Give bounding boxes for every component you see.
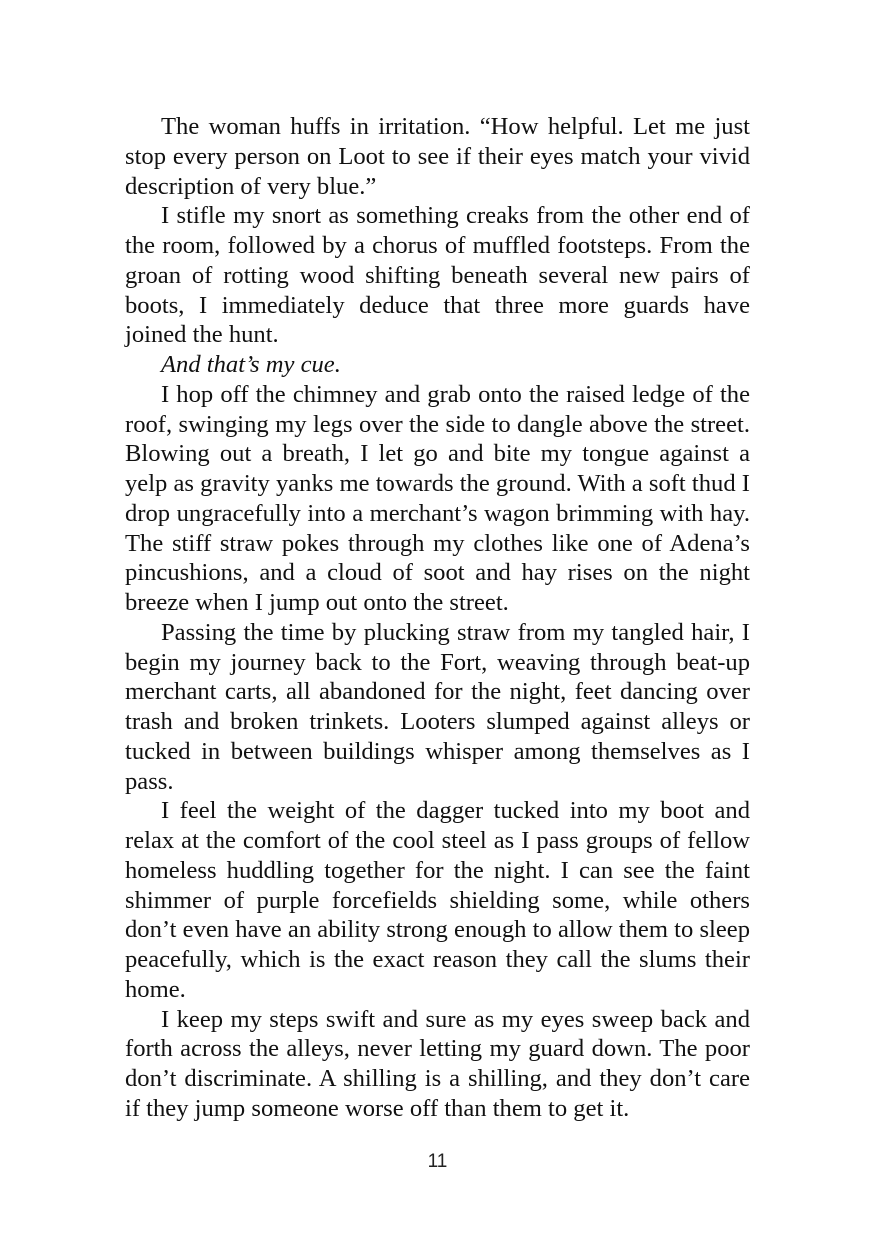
paragraph: The woman huffs in irritation. “How helpful. Let me just stop every person on Loot to see if their eyes match your vivid description of very blue.” bbox=[125, 113, 750, 200]
paragraph: Passing the time by plucking straw from my tangled hair, I begin my journey back to the Fort, weaving through beat-up merchant carts, all abandoned for the night, feet dancing over trash and broken trinkets. Looters slumped against alleys or tucked in between buildings whisper among themselves as I pass. bbox=[125, 618, 750, 795]
paragraph: I stifle my snort as something creaks from the other end of the room, followed by a chorus of muffled footsteps. From the groan of rotting wood shifting beneath several new pairs of boots, I immediately deduce that three more guards have joined the hunt. bbox=[125, 202, 750, 349]
paragraph: I hop off the chimney and grab onto the raised ledge of the roof, swinging my legs over the side to dangle above the street. Blowing out a breath, I let go and bite my tongue against a yelp as gravity yanks me towards the ground. With a soft thud I drop ungracefully into a merchant’s wagon brimming with hay. The stiff straw pokes through my clothes like one of Adena’s pincushions, and a cloud of soot and hay rises on the night breeze when I jump out onto the street. bbox=[125, 380, 750, 616]
italic-thought: And that’s my cue. bbox=[161, 351, 341, 378]
paragraph: I feel the weight of the dagger tucked into my boot and relax at the comfort of the cool steel as I pass groups of fellow homeless huddling together for the night. I can see the faint shimmer of purple forcefields shielding some, while others don’t even have an ability strong enough to allow them to sleep peacefully, which is the exact reason they call the slums their home. bbox=[125, 797, 750, 1003]
page-number: 11 bbox=[427, 1151, 448, 1172]
page-body bbox=[125, 112, 750, 1124]
paragraph: I keep my steps swift and sure as my eyes sweep back and forth across the alleys, never letting my guard down. The poor don’t discriminate. A shilling is a shilling, and they don’t care if they jump someone worse off than them to get it. bbox=[125, 1005, 750, 1122]
